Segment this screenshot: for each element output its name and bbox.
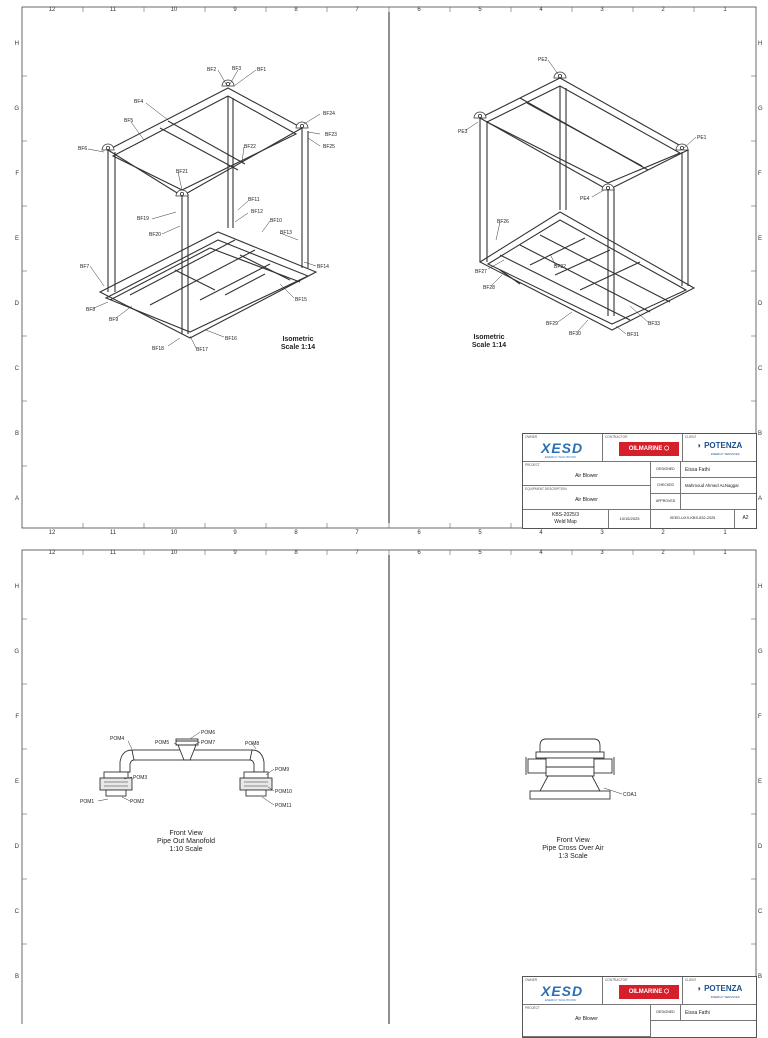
weld-callout: BF9 <box>109 317 119 323</box>
weld-callout: POM3 <box>133 775 148 781</box>
approved-label-cell <box>651 494 681 510</box>
project-value: Air Blower <box>575 473 598 479</box>
client-logo-text-2: POTENZA <box>704 984 743 993</box>
zone-column-label: 10 <box>170 7 178 13</box>
weld-callout: BF1 <box>257 67 267 73</box>
designed-label-cell-2 <box>651 1005 681 1021</box>
zone-column-label: 6 <box>417 7 421 13</box>
zone-column-label: 5 <box>478 550 482 556</box>
equipment-cell <box>523 486 651 510</box>
left-view-title-text: Isometric <box>282 336 314 343</box>
zone-row-label: H <box>758 584 763 590</box>
zone-column-label: 8 <box>294 530 298 536</box>
zone-column-label: 11 <box>109 550 117 556</box>
zone-row-label: E <box>14 236 19 242</box>
weld-callout: POM7 <box>201 740 216 746</box>
designed-label-2: DESIGNED <box>656 1010 675 1014</box>
zone-column-label: 5 <box>478 530 482 536</box>
owner-label-2: OWNER <box>525 978 538 982</box>
client-logo-text: POTENZA <box>704 441 743 450</box>
weld-callout: POM10 <box>275 789 292 795</box>
job-cell <box>523 510 609 528</box>
owner-cell <box>523 434 603 462</box>
owner-logo: XESD <box>541 440 584 456</box>
project-value-2: Air Blower <box>575 1016 598 1022</box>
equipment-label: EQUIPMENT DESCRIPTION <box>525 487 567 491</box>
weld-callout: POM5 <box>155 740 170 746</box>
zone-row-label: A <box>14 496 19 502</box>
checked-value: Mahmoud Ahmed ALNaggar <box>685 483 739 488</box>
project-cell-2 <box>523 1005 651 1037</box>
right-view-title-text: Isometric <box>473 334 505 341</box>
designed-value-2: Eissa Fathi <box>685 1010 710 1016</box>
crossover-view-title <box>523 837 623 861</box>
weld-callout: BF18 <box>152 346 164 352</box>
weld-callout: BF2 <box>207 67 217 73</box>
zone-column-label: 2 <box>661 550 665 556</box>
zone-column-label: 11 <box>109 530 117 536</box>
weld-callout: POM6 <box>201 730 216 736</box>
zone-column-label: 7 <box>355 7 359 13</box>
zone-row-label: C <box>14 909 19 915</box>
zone-column-label: 8 <box>294 7 298 13</box>
contractor-logo-text-2: OILMARINE <box>628 989 663 995</box>
weld-callout: POM1 <box>80 799 95 805</box>
weld-callout: BF3 <box>232 66 242 72</box>
project-label-2: PROJECT <box>525 1006 540 1010</box>
zone-row-label: G <box>758 649 763 655</box>
designed-label-cell <box>651 462 681 478</box>
title-block <box>522 433 757 529</box>
weld-callout: BF17 <box>196 347 208 353</box>
date-cell <box>609 510 651 528</box>
zone-column-label: 12 <box>48 550 56 556</box>
zone-row-label: B <box>758 974 763 980</box>
zone-column-label: 3 <box>600 530 604 536</box>
zone-row-label: D <box>14 844 19 850</box>
approved-label: APPROVED <box>655 499 676 503</box>
weld-callout: BF8 <box>86 307 96 313</box>
weld-callout: BF20 <box>149 232 161 238</box>
checked-value-cell <box>681 478 756 494</box>
weld-callout: POM2 <box>130 799 145 805</box>
client-logo-2: ◗ POTENZA <box>697 984 743 993</box>
zone-row-label: C <box>14 366 19 372</box>
zone-column-label: 4 <box>539 7 543 13</box>
zone-column-label: 10 <box>170 550 178 556</box>
left-view-title <box>258 336 338 352</box>
weld-callout: BF7 <box>80 264 90 270</box>
zone-column-label: 1 <box>723 530 727 536</box>
weld-callout: POM4 <box>110 736 125 742</box>
zone-column-label: 2 <box>661 7 665 13</box>
right-view-title <box>454 334 524 350</box>
zone-row-label: C <box>758 909 763 915</box>
zone-row-label: G <box>14 649 19 655</box>
job-number: KBS-2025/3 <box>552 512 579 518</box>
weld-callout: BF27 <box>475 269 487 275</box>
doc-number: XEED-UXX-KBS-832-2025 <box>669 516 716 520</box>
owner-label: OWNER <box>525 435 538 439</box>
client-label: CLIENT <box>685 435 697 439</box>
approved-value-cell <box>681 494 756 510</box>
weld-callout: BF25 <box>323 144 335 150</box>
weld-callout: BF31 <box>627 332 639 338</box>
weld-callout: PE3 <box>458 129 468 135</box>
weld-callout: BF26 <box>497 219 509 225</box>
owner-logo-2: XESD <box>541 983 584 999</box>
weld-callout: BF22 <box>244 144 256 150</box>
zone-column-label: 7 <box>355 550 359 556</box>
contractor-cell <box>603 434 683 462</box>
equipment-value: Air Blower <box>575 497 598 503</box>
weld-callout: BF10 <box>270 218 282 224</box>
zone-column-label: 9 <box>233 530 237 536</box>
zone-row-label: E <box>14 779 19 785</box>
checked-label-cell <box>651 478 681 494</box>
zone-row-label: C <box>758 366 763 372</box>
zone-row-label: E <box>758 236 763 242</box>
contractor-label: CONTRACTOR <box>605 435 628 439</box>
zone-row-label: B <box>758 431 763 437</box>
sheet-2-frame <box>0 543 768 1024</box>
zone-column-label: 2 <box>661 530 665 536</box>
weld-callout: BF13 <box>280 230 292 236</box>
zone-column-label: 12 <box>48 530 56 536</box>
zone-column-label: 1 <box>723 7 727 13</box>
weld-callout: BF19 <box>137 216 149 222</box>
manifold-subtitle: Pipe Out Manofold <box>157 838 215 845</box>
zone-column-label: 11 <box>109 7 117 13</box>
weld-callout: BF29 <box>546 321 558 327</box>
zone-row-label: G <box>14 106 19 112</box>
weld-callout: BF14 <box>317 264 329 270</box>
weld-callout: BF15 <box>295 297 307 303</box>
weld-callout: BF21 <box>176 169 188 175</box>
weld-callout: BF5 <box>124 118 134 124</box>
designed-label: DESIGNED <box>656 467 675 471</box>
owner-tagline: ENERGY SOLUTIONS <box>545 455 576 459</box>
zone-column-label: 4 <box>539 550 543 556</box>
size-cell <box>735 510 756 528</box>
zone-column-label: 10 <box>170 530 178 536</box>
manifold-scale: 1:10 Scale <box>169 846 203 853</box>
weld-callout: POM11 <box>275 803 292 809</box>
zone-row-label: H <box>14 584 19 590</box>
contractor-logo: OILMARINE ⬡ <box>619 442 679 456</box>
crossover-scale: 1:3 Scale <box>558 853 588 860</box>
zone-row-label: A <box>758 496 763 502</box>
zone-row-label: G <box>758 106 763 112</box>
weld-callout: BF23 <box>325 132 337 138</box>
weld-callout: BF28 <box>483 285 495 291</box>
zone-row-label: B <box>14 431 19 437</box>
weld-callout: BF30 <box>569 331 581 337</box>
zone-row-label: F <box>758 714 762 720</box>
zone-column-label: 9 <box>233 7 237 13</box>
zone-column-label: 7 <box>355 530 359 536</box>
zone-column-label: 6 <box>417 530 421 536</box>
crossover-title-text: Front View <box>556 837 590 844</box>
client-logo: ◗ POTENZA <box>697 441 743 450</box>
manifold-view-title <box>136 830 236 854</box>
crossover-subtitle: Pipe Cross Over Air <box>542 845 604 852</box>
zone-column-label: 8 <box>294 550 298 556</box>
client-cell <box>683 434 756 462</box>
weld-callout: BF33 <box>648 321 660 327</box>
zone-column-label: 3 <box>600 550 604 556</box>
designed-value-cell-2 <box>681 1005 756 1021</box>
zone-row-label: H <box>758 41 763 47</box>
weld-callout: BF32 <box>554 264 566 270</box>
weld-callout: BF12 <box>251 209 263 215</box>
client-tagline: ENERGY SERVICES <box>711 452 740 456</box>
zone-row-label: D <box>758 301 763 307</box>
weld-callout: PE2 <box>538 57 548 63</box>
weld-callout: PE4 <box>580 196 590 202</box>
weld-callout: BF16 <box>225 336 237 342</box>
title-block-2 <box>522 976 757 1038</box>
zone-row-label: F <box>758 171 762 177</box>
weld-callout: COA1 <box>623 792 637 798</box>
weld-callout: BF6 <box>78 146 88 152</box>
drawing-title: Weld Map <box>554 519 577 525</box>
zone-column-label: 9 <box>233 550 237 556</box>
contractor-cell-2 <box>603 977 683 1005</box>
contractor-logo-text: OILMARINE <box>628 446 663 452</box>
right-view-scale: Scale 1:14 <box>471 342 507 349</box>
project-label: PROJECT <box>525 463 540 467</box>
doc-number-cell <box>651 510 735 528</box>
zone-row-label: F <box>15 714 19 720</box>
zone-row-label: F <box>15 171 19 177</box>
weld-callout: BF4 <box>134 99 144 105</box>
zone-row-label: B <box>14 974 19 980</box>
weld-callout: PE1 <box>697 135 707 141</box>
designed-value-cell <box>681 462 756 478</box>
zone-column-label: 12 <box>48 7 56 13</box>
owner-tagline-2: ENERGY SOLUTIONS <box>545 998 576 1002</box>
manifold-title-text: Front View <box>169 830 203 837</box>
left-view-scale: Scale 1:14 <box>280 344 316 351</box>
client-cell-2 <box>683 977 756 1005</box>
contractor-label-2: CONTRACTOR <box>605 978 628 982</box>
zone-column-label: 6 <box>417 550 421 556</box>
owner-cell-2 <box>523 977 603 1005</box>
weld-callout: BF11 <box>248 197 260 203</box>
date-value: 10/15/2025 <box>619 516 640 521</box>
weld-callout: BF24 <box>323 111 335 117</box>
zone-row-label: E <box>758 779 763 785</box>
zone-row-label: H <box>14 41 19 47</box>
zone-column-label: 3 <box>600 7 604 13</box>
zone-column-label: 1 <box>723 550 727 556</box>
zone-column-label: 4 <box>539 530 543 536</box>
weld-callout: POM9 <box>275 767 290 773</box>
client-tagline-2: ENERGY SERVICES <box>711 995 740 999</box>
zone-row-label: D <box>14 301 19 307</box>
contractor-logo-2: OILMARINE ⬡ <box>619 985 679 999</box>
sheet-size: A2 <box>742 515 749 521</box>
zone-column-label: 5 <box>478 7 482 13</box>
drawing-sheet-2 <box>0 543 768 1024</box>
weld-callout: POM8 <box>245 741 260 747</box>
zone-row-label: D <box>758 844 763 850</box>
checked-label: CHECKED <box>656 483 675 487</box>
designed-value: Eissa Fathi <box>685 467 710 473</box>
project-cell <box>523 462 651 486</box>
client-label-2: CLIENT <box>685 978 697 982</box>
